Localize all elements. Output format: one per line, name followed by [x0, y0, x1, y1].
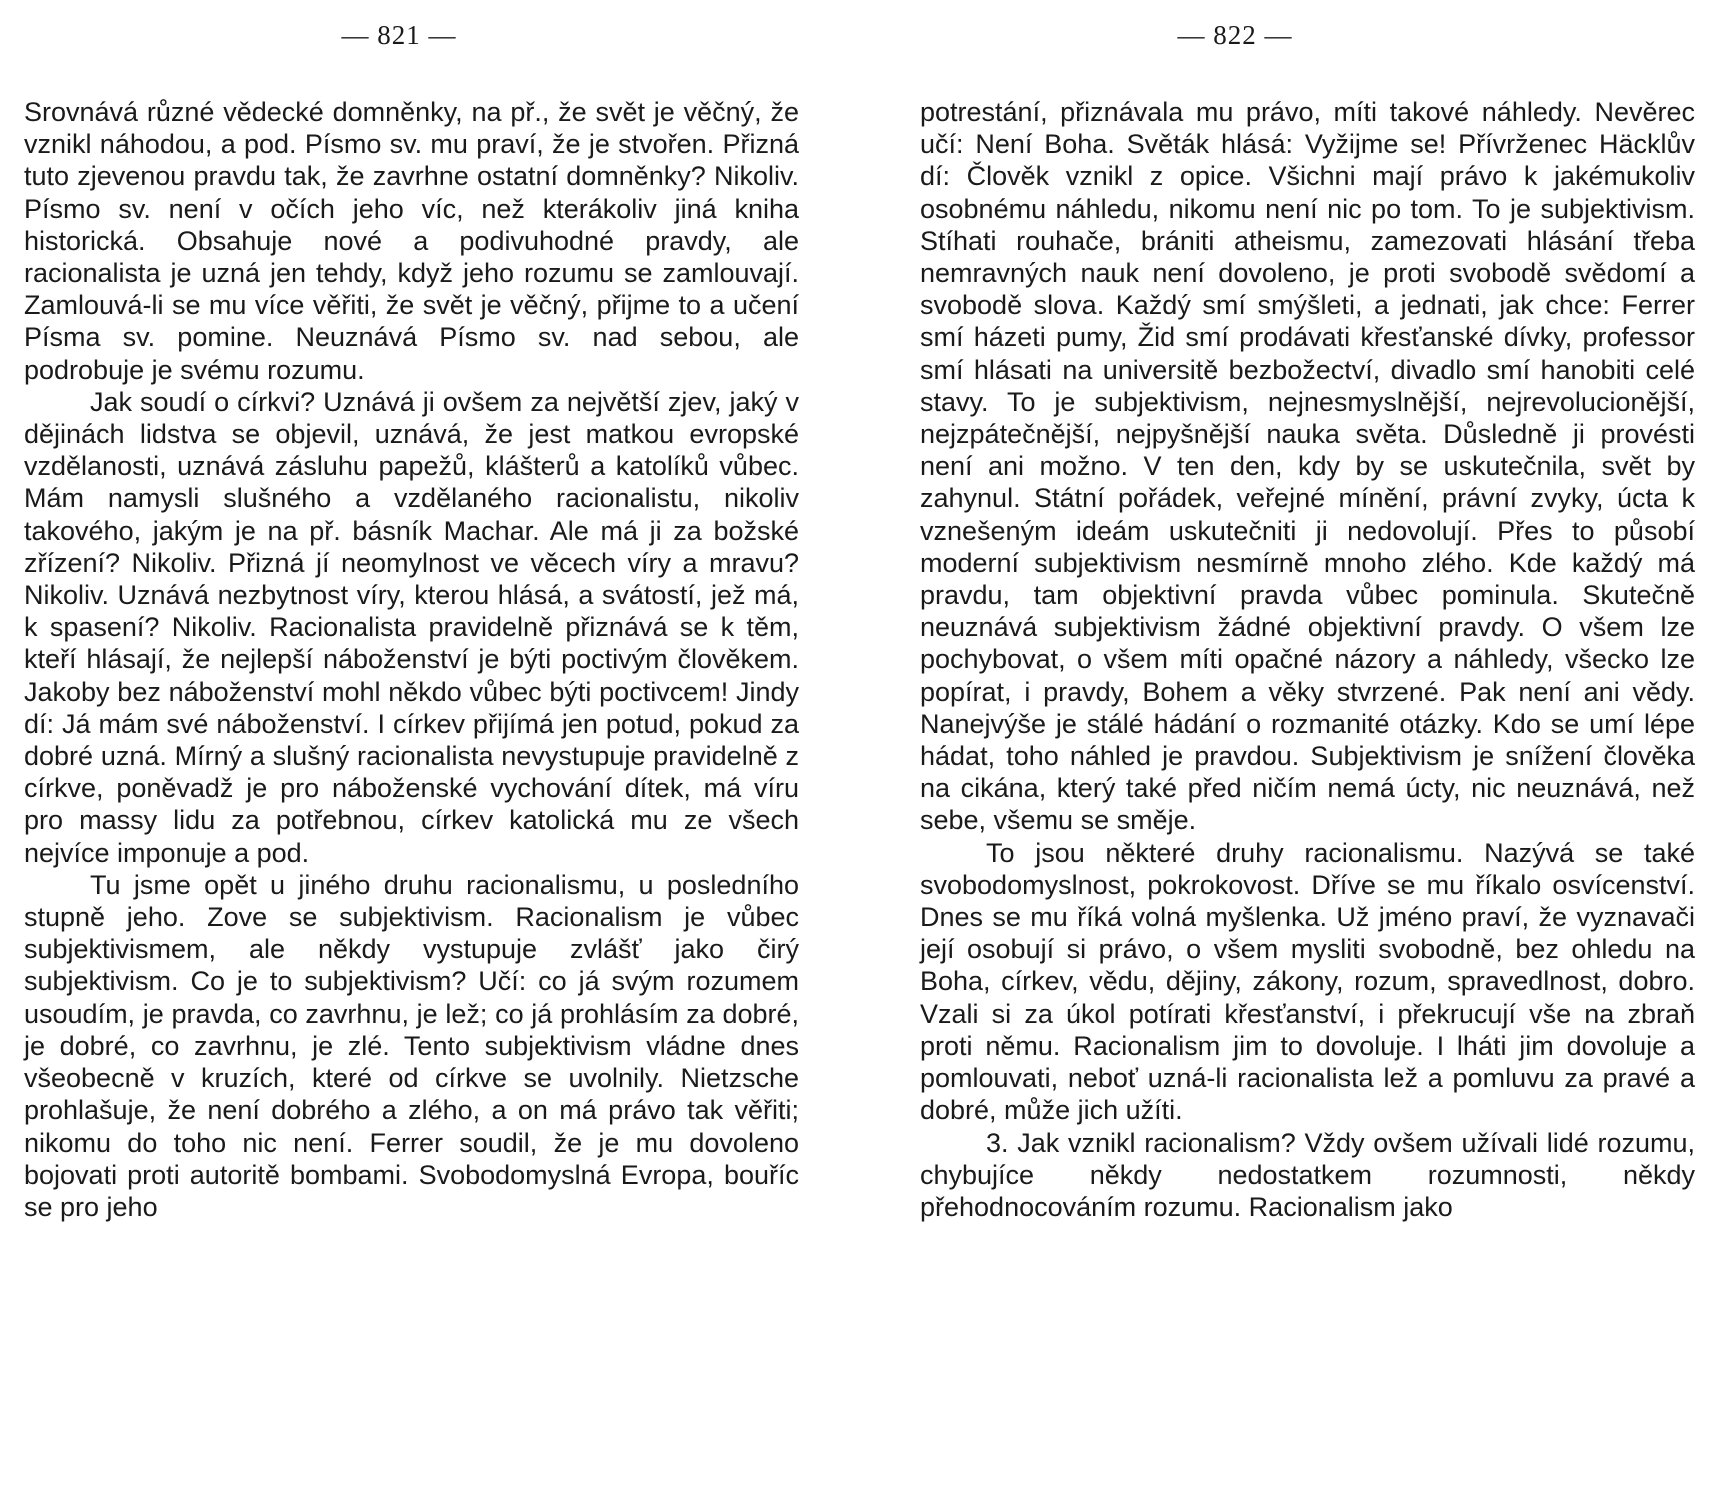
left-page	[24, 0, 814, 1500]
right-paragraph-1: potrestání, přiznávala mu právo, míti takové náhledy. Nevěrec učí: Není Boha. Světák hlásá: Vyžijme se! Přívrženec Häcklův dí: Člověk vznikl z opice. Všichni mají právo k jakémukoliv osobnému náhledu, nikomu není nic po tom. To je subjektivism. Stíhati rouhače, brániti atheismu, zamezovati hlásání třeba nemravných nauk není dovoleno, je proti svobodě svědomí a svobodě slova. Každý smí smýšleti, a jednati, jak chce: Ferrer smí házeti pumy, Žid smí prodávati křesťanské dívky, professor smí hlásati na universitě bezbožectví, divadlo smí hanobiti celé stavy. To je subjektivism, nejnesmyslnější, nejrevolucionější, nejzpátečnější, nejpyšnější nauka světa. Důsledně ji provésti není ani možno. V ten den, kdy by se uskutečnila, svět by zahynul. Státní pořádek, veřejné mínění, právní zvyky, úcta k vznešeným ideám uskutečniti ji nedovolují. Přes to působí moderní subjektivism nesmírně mnoho zlého. Kde každý má pravdu, tam objektivní pravda vůbec pominula. Skutečně neuznává subjektivism žádné objektivní pravdy. O všem lze pochybovat, o všem míti opačné názory a náhledy, všecko lze popírat, i pravdy, Bohem a věky stvrzené. Pak není ani vědy. Nanejvýše je stálé hádání o rozmanité otázky. Kdo se umí lépe hádat, toho náhled je pravdou. Subjektivism je snížení člověka na cikána, který také před ničím nemá úcty, nic neuznává, než sebe, všemu se směje.	[920, 97, 1695, 836]
right-page	[920, 0, 1710, 1500]
left-page-body	[24, 96, 799, 1223]
right-paragraph-2: To jsou některé druhy racionalismu. Nazývá se také svobodomyslnost, pokrokovost. Dříve se mu říkalo osvícenství. Dnes se mu říká volná myšlenka. Už jméno praví, že vyznavači její osobují si právo, o všem mysliti svobodně, bez ohledu na Boha, církev, vědu, dějiny, zákony, rozum, spravedlnost, dobro. Vzali si za úkol potírati křesťanství, i překrucují vše na zbraň proti němu. Racionalism jim to dovoluje. I lháti jim dovoluje a pomlouvati, neboť uzná-li racionalista lež a pomluvu za pravé a dobré, může jich užíti.	[920, 837, 1695, 1126]
left-paragraph-2: Jak soudí o církvi? Uznává ji ovšem za největší zjev, jaký v dějinách lidstva se objevil, uznává, že jest matkou evropské vzdělanosti, uznává zásluhu papežů, klášterů a katolíků vůbec. Mám namysli slušného a vzdělaného racionalistu, nikoliv takového, jakým je na př. básník Machar. Ale má ji za božské zřízení? Nikoliv. Přizná jí neomylnost ve věcech víry a mravu? Nikoliv. Uznává nezbytnost víry, kterou hlásá, a svátostí, jež má, k spasení? Nikoliv. Racionalista pravidelně přiznává se k těm, kteří hlásají, že nejlepší náboženství je býti poctivým člověkem. Jakoby bez náboženství mohl někdo vůbec býti poctivcem! Jindy dí: Já mám své náboženství. I církev přijímá jen potud, pokud za dobré uzná. Mírný a slušný racionalista nevystupuje pravidelně z církve, poněvadž je pro náboženské vychování dítek, má víru pro massy lidu za potřebnou, církev katolická mu ze všech nejvíce imponuje a pod.	[24, 386, 799, 868]
right-paragraph-3: 3. Jak vznikl racionalism? Vždy ovšem užívali lidé rozumu, chybujíce někdy nedostatkem rozumnosti, někdy přehodnocováním rozumu. Racionalism jako	[920, 1127, 1695, 1222]
right-page-body	[920, 96, 1695, 1223]
left-paragraph-1: Srovnává různé vědecké domněnky, na př., že svět je věčný, že vznikl náhodou, a pod. Písmo sv. mu praví, že je stvořen. Přizná tuto zjevenou pravdu tak, že zavrhne ostatní domněnky? Nikoliv. Písmo sv. není v očích jeho víc, než kterákoliv jiná kniha historická. Obsahuje nové a podivuhodné pravdy, ale racionalista je uzná jen tehdy, když jeho rozumu se zamlouvají. Zamlouvá-li se mu více věřiti, že svět je věčný, přijme to a učení Písma sv. pomine. Neuznává Písmo sv. nad sebou, ale podrobuje je svému rozumu.	[24, 97, 799, 385]
left-page-number: — 821 —	[341, 20, 457, 50]
left-paragraph-3: Tu jsme opět u jiného druhu racionalismu, u posledního stupně jeho. Zove se subjektivism. Racionalism je vůbec subjektivismem, ale někdy vystupuje zvlášť jako čirý subjektivism. Co je to subjektivism? Učí: co já svým rozumem usoudím, je pravda, co zavrhnu, je lež; co já prohlásím za dobré, je dobré, co zavrhnu, je zlé. Tento subjektivism vládne dnes všeobecně v kruzích, které od církve se uvolnily. Nietzsche prohlašuje, že není dobrého a zlého, a on má právo tak věřiti; nikomu do toho nic není. Ferrer soudil, že je mu dovoleno bojovati proti autoritě bombami. Svobodomyslná Evropa, bouříc se pro jeho	[24, 869, 799, 1222]
right-page-number: — 822 —	[1177, 20, 1293, 50]
